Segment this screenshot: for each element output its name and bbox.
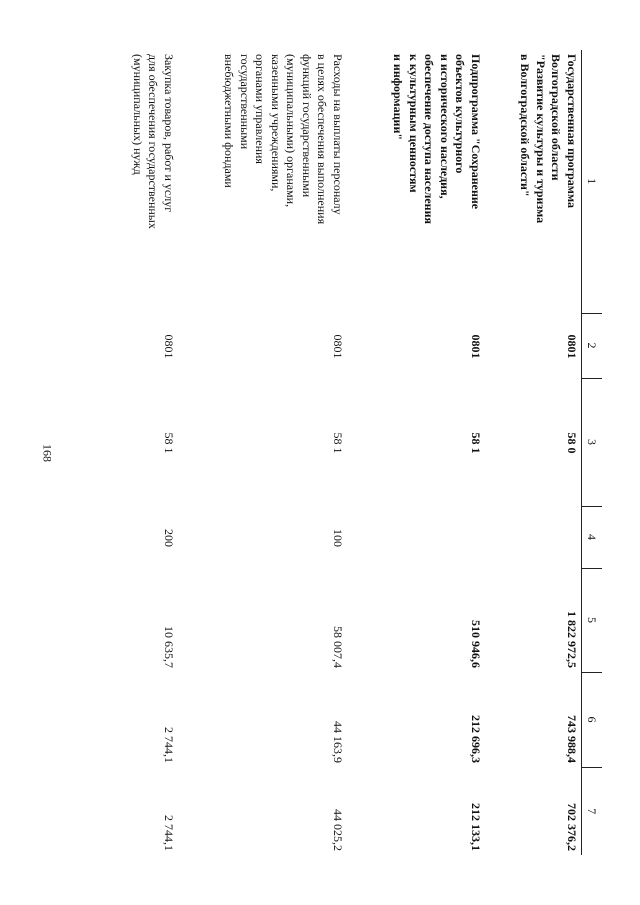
column-number-1: 1 [582, 50, 603, 313]
column-number-row [582, 50, 603, 855]
row-name [347, 50, 485, 313]
column-number-2: 2 [582, 313, 603, 378]
row-name-line: "Развитие культуры и туризма [534, 54, 548, 224]
row-name-line: Закупка товаров, работ и услуг [162, 54, 176, 213]
row-name-line: (муниципальными) органами, [284, 54, 299, 208]
row-name [111, 50, 178, 313]
row-name-line: Подпрограмма "Сохранение [469, 54, 483, 210]
section-code: 0801 [331, 334, 345, 359]
amount-col7: 2 744,1 [162, 815, 176, 851]
target-article: 58 1 [469, 432, 483, 454]
target-article: 58 0 [565, 432, 579, 454]
row-name [485, 50, 582, 313]
amount-col7: 44 025,2 [331, 809, 345, 851]
section-code: 0801 [469, 334, 483, 359]
budget-table [111, 50, 602, 855]
row-name-line: объектов культурного [453, 54, 468, 174]
table-row [347, 50, 485, 855]
table-row [178, 50, 347, 855]
column-number-6: 6 [582, 672, 603, 767]
table-row [485, 50, 582, 855]
row-name-line: к культурным ценностям [407, 54, 421, 193]
target-article: 58 1 [331, 432, 345, 454]
row-name-line: Волгоградской области [549, 54, 564, 181]
amount-col5: 1 822 972,5 [565, 611, 579, 668]
expense-type: 100 [331, 529, 345, 547]
expense-type: 200 [162, 529, 176, 547]
amount-col5: 10 635,7 [162, 626, 176, 668]
row-name-line: Расходы на выплаты персоналу [331, 54, 345, 215]
section-code: 0801 [162, 334, 176, 359]
page-number: 168 [40, 444, 55, 462]
row-name [178, 50, 347, 313]
row-name-line: для обеспечения государственных [146, 54, 161, 229]
row-name-line: (муниципальных) нужд [131, 54, 145, 175]
amount-col7: 212 133,1 [469, 803, 483, 851]
amount-col6: 743 988,4 [565, 715, 579, 763]
column-number-5: 5 [582, 568, 603, 672]
expense-type [485, 506, 582, 568]
column-number-7: 7 [582, 767, 603, 855]
column-number-4: 4 [582, 506, 603, 568]
table-row [111, 50, 178, 855]
expense-type [347, 506, 485, 568]
amount-col6: 212 696,3 [469, 715, 483, 763]
row-name-line: органами управления [253, 54, 268, 164]
row-name-line: и информации" [391, 54, 406, 141]
amount-col6: 2 744,1 [162, 727, 176, 763]
amount-col5: 510 946,6 [469, 620, 483, 668]
row-name-line: функций государственными [300, 54, 314, 198]
section-code: 0801 [565, 334, 579, 359]
amount-col5: 58 007,4 [331, 626, 345, 668]
amount-col6: 44 163,9 [331, 721, 345, 763]
row-name-line: казенными учреждениями, [269, 54, 283, 192]
row-name-line: государственными [238, 54, 252, 150]
row-name-line: в целях обеспечения выполнения [315, 54, 330, 225]
target-article: 58 1 [162, 432, 176, 454]
row-name-line: обеспечение доступа населения [422, 54, 437, 224]
rotated-table-container [82, 50, 602, 855]
amount-col7: 702 376,2 [565, 803, 579, 851]
row-name-line: внебюджетными фондами [222, 54, 237, 188]
column-number-3: 3 [582, 378, 603, 506]
row-name-line: в Волгоградской области" [518, 54, 533, 197]
row-name-line: Государственная программа [565, 54, 579, 209]
row-name-line: и исторического наследия, [438, 54, 452, 199]
